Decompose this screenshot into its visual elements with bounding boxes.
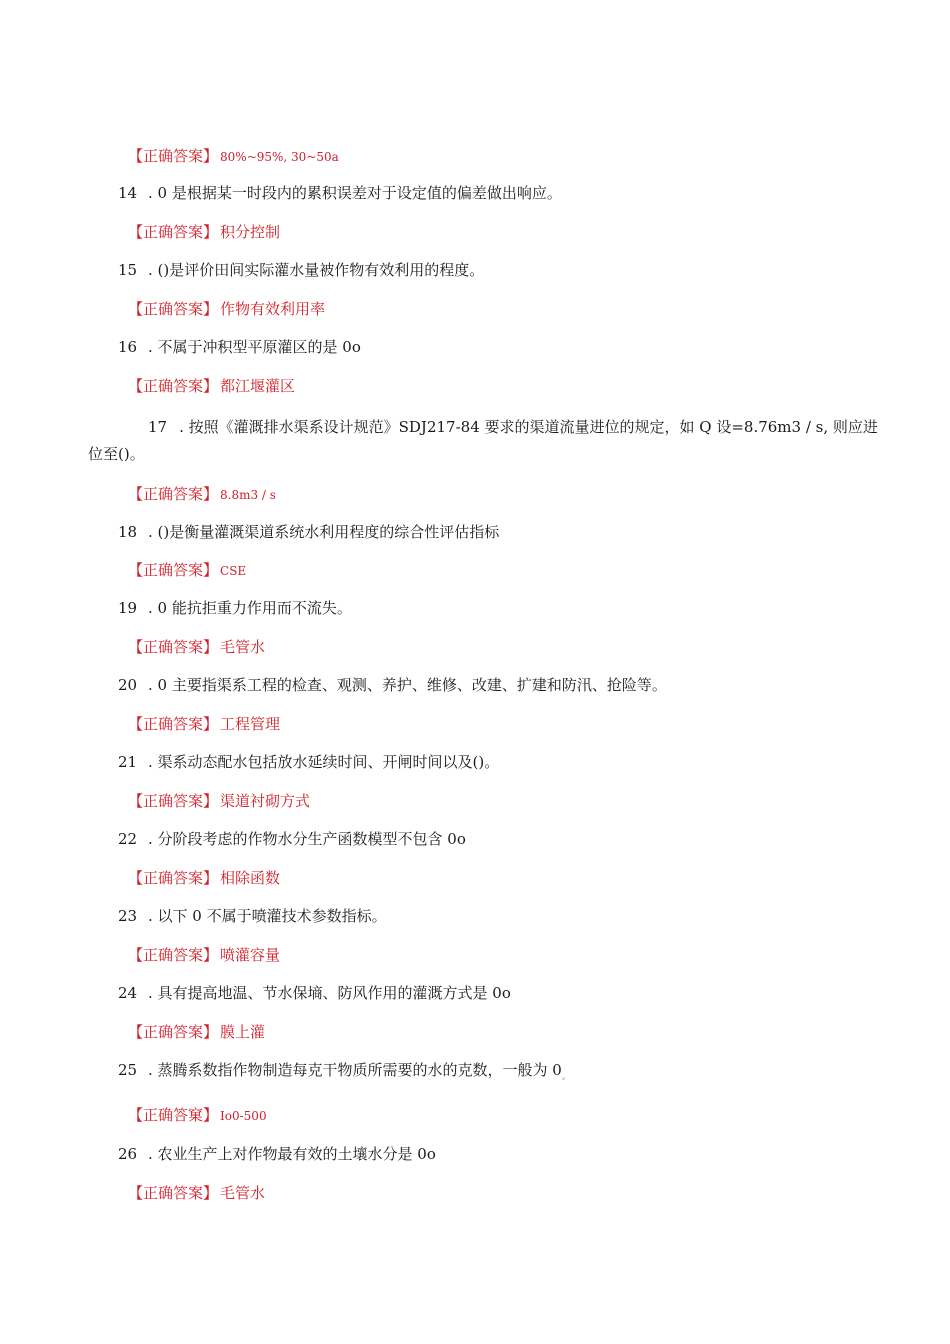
answer-label: 【正确答案】 xyxy=(128,869,219,887)
question-line xyxy=(118,1144,436,1164)
question-number: 25 xyxy=(118,1061,138,1079)
question-line xyxy=(118,1060,571,1087)
answer-value: 毛管水 xyxy=(220,1184,266,1202)
question-line xyxy=(118,983,511,1003)
answer-line xyxy=(128,791,310,811)
question-line xyxy=(118,752,499,772)
answer-label: 【正确答案】 xyxy=(128,485,219,503)
answer-line xyxy=(128,1183,265,1203)
question-suffix: 。 xyxy=(561,1072,571,1082)
answer-value: 毛管水 xyxy=(220,638,266,656)
answer-line xyxy=(128,868,280,888)
answer-value: 都江堰灌区 xyxy=(220,377,296,395)
answer-label: 【正确答窠】 xyxy=(128,1106,219,1124)
question-line xyxy=(118,183,562,203)
question-number: 24 xyxy=(118,984,138,1002)
answer-line xyxy=(128,146,339,167)
answer-label: 【正确答案】 xyxy=(128,223,219,241)
question-number: 16 xyxy=(118,338,138,356)
question-text: . 0 能抗拒重力作用而不流失。 xyxy=(148,599,352,617)
question-text: . 0 是根据某一时段内的累积误差对于设定值的偏差做出响应。 xyxy=(148,184,562,202)
answer-label: 【正确答案】 xyxy=(128,715,219,733)
answer-line xyxy=(128,222,280,242)
question-number: 17 xyxy=(148,418,168,436)
answer-line xyxy=(128,1105,267,1126)
question-number: 23 xyxy=(118,907,138,925)
answer-value: CSE xyxy=(220,564,247,578)
question-number: 26 xyxy=(118,1145,138,1163)
answer-line xyxy=(128,637,265,657)
question-text: . 渠系动态配水包括放水延续时间、开闸时间以及()。 xyxy=(148,753,500,771)
question-text: . 农业生产上对作物最有效的土壤水分是 0o xyxy=(148,1145,436,1163)
answer-value: 相除函数 xyxy=(220,869,281,887)
question-number: 14 xyxy=(118,184,138,202)
answer-label: 【正确答案】 xyxy=(128,300,219,318)
answer-value: 作物有效利用率 xyxy=(220,300,326,318)
answer-line xyxy=(128,484,276,505)
answer-label: 【正确答案】 xyxy=(128,377,219,395)
question-line xyxy=(118,337,361,357)
answer-label: 【正确答案】 xyxy=(128,1023,219,1041)
question-number: 21 xyxy=(118,753,138,771)
answer-value: 80%~95%, 30~50a xyxy=(220,150,339,164)
question-line xyxy=(118,598,352,618)
question-line xyxy=(118,675,667,695)
answer-line xyxy=(128,714,280,734)
answer-line xyxy=(128,376,295,396)
question-text: . 分阶段考虑的作物水分生产函数模型不包含 0o xyxy=(148,830,466,848)
question-line xyxy=(118,829,466,849)
question-line xyxy=(88,414,878,468)
answer-line xyxy=(128,299,325,319)
question-text: . 具有提高地温、节水保墒、防风作用的灌溉方式是 0o xyxy=(148,984,511,1002)
question-number: 22 xyxy=(118,830,138,848)
answer-label: 【正确答案】 xyxy=(128,1184,219,1202)
answer-line xyxy=(128,1022,265,1042)
question-text: . ()是衡量灌溉渠道系统水利用程度的综合性评估指标 xyxy=(148,523,500,541)
answer-value: 积分控制 xyxy=(220,223,281,241)
answer-value: 膜上灌 xyxy=(220,1023,266,1041)
answer-label: 【正确答案】 xyxy=(128,792,219,810)
question-number: 19 xyxy=(118,599,138,617)
answer-label: 【正确答案】 xyxy=(128,147,219,165)
question-text: . ()是评价田间实际灌水量被作物有效利用的程度。 xyxy=(148,261,485,279)
answer-value: 喷灌容量 xyxy=(220,946,281,964)
question-number: 20 xyxy=(118,676,138,694)
question-text: . 不属于冲积型平原灌区的是 0o xyxy=(148,338,361,356)
answer-label: 【正确答案】 xyxy=(128,946,219,964)
answer-label: 【正确答案】 xyxy=(128,638,219,656)
question-text: . 蒸腾系数指作物制造每克干物质所需要的水的克数，一般为 0 xyxy=(148,1061,562,1079)
question-text: . 以下 0 不属于喷灌技术参数指标。 xyxy=(148,907,387,925)
answer-label: 【正确答案】 xyxy=(128,561,219,579)
answer-value: Io0-500 xyxy=(220,1109,267,1123)
question-line xyxy=(118,906,387,926)
answer-value: 8.8m3 / s xyxy=(220,488,276,502)
question-number: 15 xyxy=(118,261,138,279)
answer-value: 渠道衬砌方式 xyxy=(220,792,311,810)
answer-line xyxy=(128,945,280,965)
question-text: . 按照《灌溉排水渠系设计规范》SDJ217-84 要求的渠道流量进位的规定，如 Q 设=8.76m3 / s, 则应进位至()。 xyxy=(88,418,878,463)
question-line xyxy=(118,260,484,280)
answer-value: 工程管理 xyxy=(220,715,281,733)
question-number: 18 xyxy=(118,523,138,541)
question-text: . 0 主要指渠系工程的检查、观测、养护、维修、改建、扩建和防汛、抢险等。 xyxy=(148,676,667,694)
answer-line xyxy=(128,560,246,581)
question-line xyxy=(118,522,499,542)
